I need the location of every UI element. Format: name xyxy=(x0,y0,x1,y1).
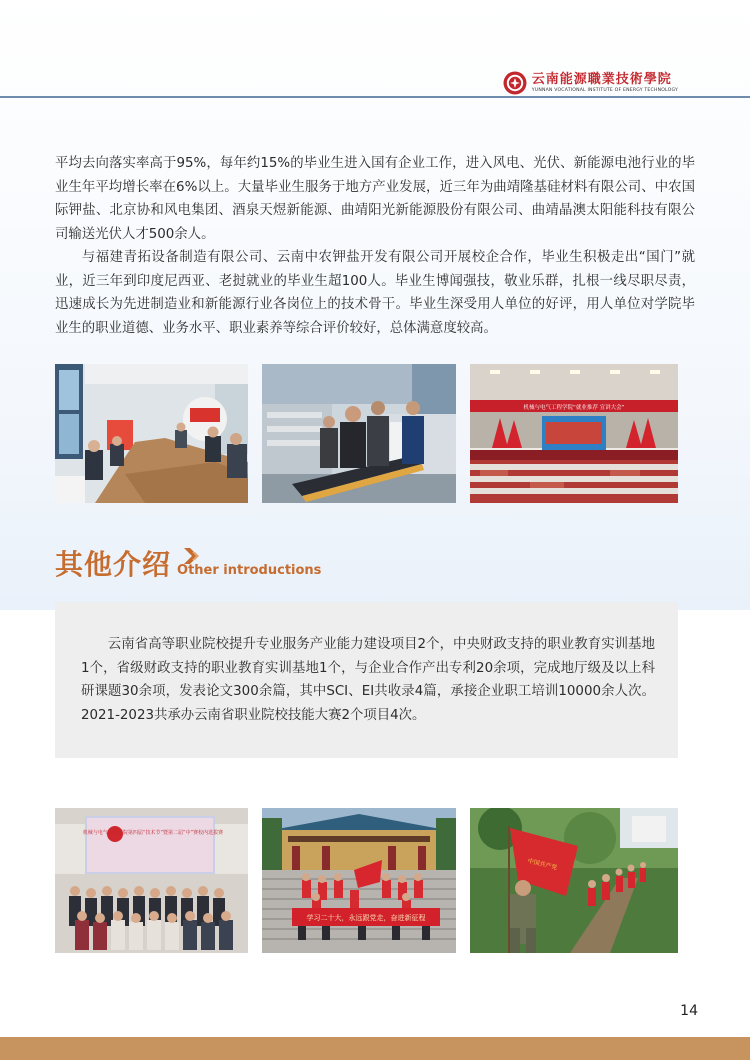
photo-group-portrait xyxy=(55,808,248,953)
photo-flag-hike xyxy=(470,808,678,953)
photo-meeting-room xyxy=(55,364,248,503)
section-heading xyxy=(55,548,321,582)
photo-stairs-banner xyxy=(262,808,456,953)
header-rule xyxy=(0,96,750,98)
page-number: 14 xyxy=(680,1003,698,1019)
section-title-english: Other introductions xyxy=(177,563,322,578)
footer-bar xyxy=(0,1037,750,1060)
double-chevron-icon xyxy=(182,546,204,566)
section-body-text: 云南省高等职业院校提升专业服务产业能力建设项目2个，中央财政支持的职业教育实训基地1个，省级财政支持的职业教育实训基地1个，与企业合作产出专利20余项，完成地厅级及以上科研课题30余项，发表论文300余篇，其中SCI、EI共收录4篇，承接企业职工培训10000余人次。2021-2023共承办云南省职业院校技能大赛2个项目4次。 xyxy=(81,637,655,723)
school-logo xyxy=(503,70,678,96)
photo-lab-visit xyxy=(262,364,456,503)
paragraph-overseas-employment: 与福建青拓设备制造有限公司、云南中农钾盐开发有限公司开展校企合作，毕业生积极走出“国门”就业，近三年到印度尼西亚、老挝就业的毕业生超100人。毕业生博闻强技，敬业乐群，扎根一线尽职尽责，迅速成长为先进制造业和新能源行业各岗位上的技术骨干。毕业生深受用人单位的好评，用人单位对学院毕业生的职业道德、业务水平、职业素养等综合评价较好，总体满意度较高。 xyxy=(55,250,695,336)
seal-icon xyxy=(503,71,527,95)
logo-chinese-name: 云南能源職業技術學院 xyxy=(531,72,672,87)
stairs-banner-text: 学习二十大，永远跟党走，奋进新征程 xyxy=(306,914,426,922)
photo-auditorium xyxy=(470,364,678,503)
paragraph-employment-rate: 平均去向落实率高于95%，每年约15%的毕业生进入国有企业工作，进入风电、光伏、新能源电池行业的毕业生年平均增长率在6%以上。大量毕业生服务于地方产业发展，近三年为曲靖隆基硅材料有限公司、中农国际钾盐、北京协和风电集团、酒泉天煜新能源、曲靖阳光新能源股份有限公司、曲靖晶澳太阳能科技有限公司输送光伏人才500余人。 xyxy=(55,156,695,242)
auditorium-banner-text: 机械与电气工程学院“就业推荐 宣讲大会” xyxy=(523,405,625,411)
section-title-chinese: 其他介绍 xyxy=(55,548,172,581)
section-text-box xyxy=(55,602,678,758)
flag-text: 中国共产党 xyxy=(526,857,558,872)
group-banner-text: 机械与电气工程学院第四届“技术节”暨第二届“中”赛校内选拔赛 xyxy=(82,830,224,836)
logo-english-name: YUNNAN VOCATIONAL INSTITUTE OF ENERGY TECHNOLOGY xyxy=(531,88,678,93)
